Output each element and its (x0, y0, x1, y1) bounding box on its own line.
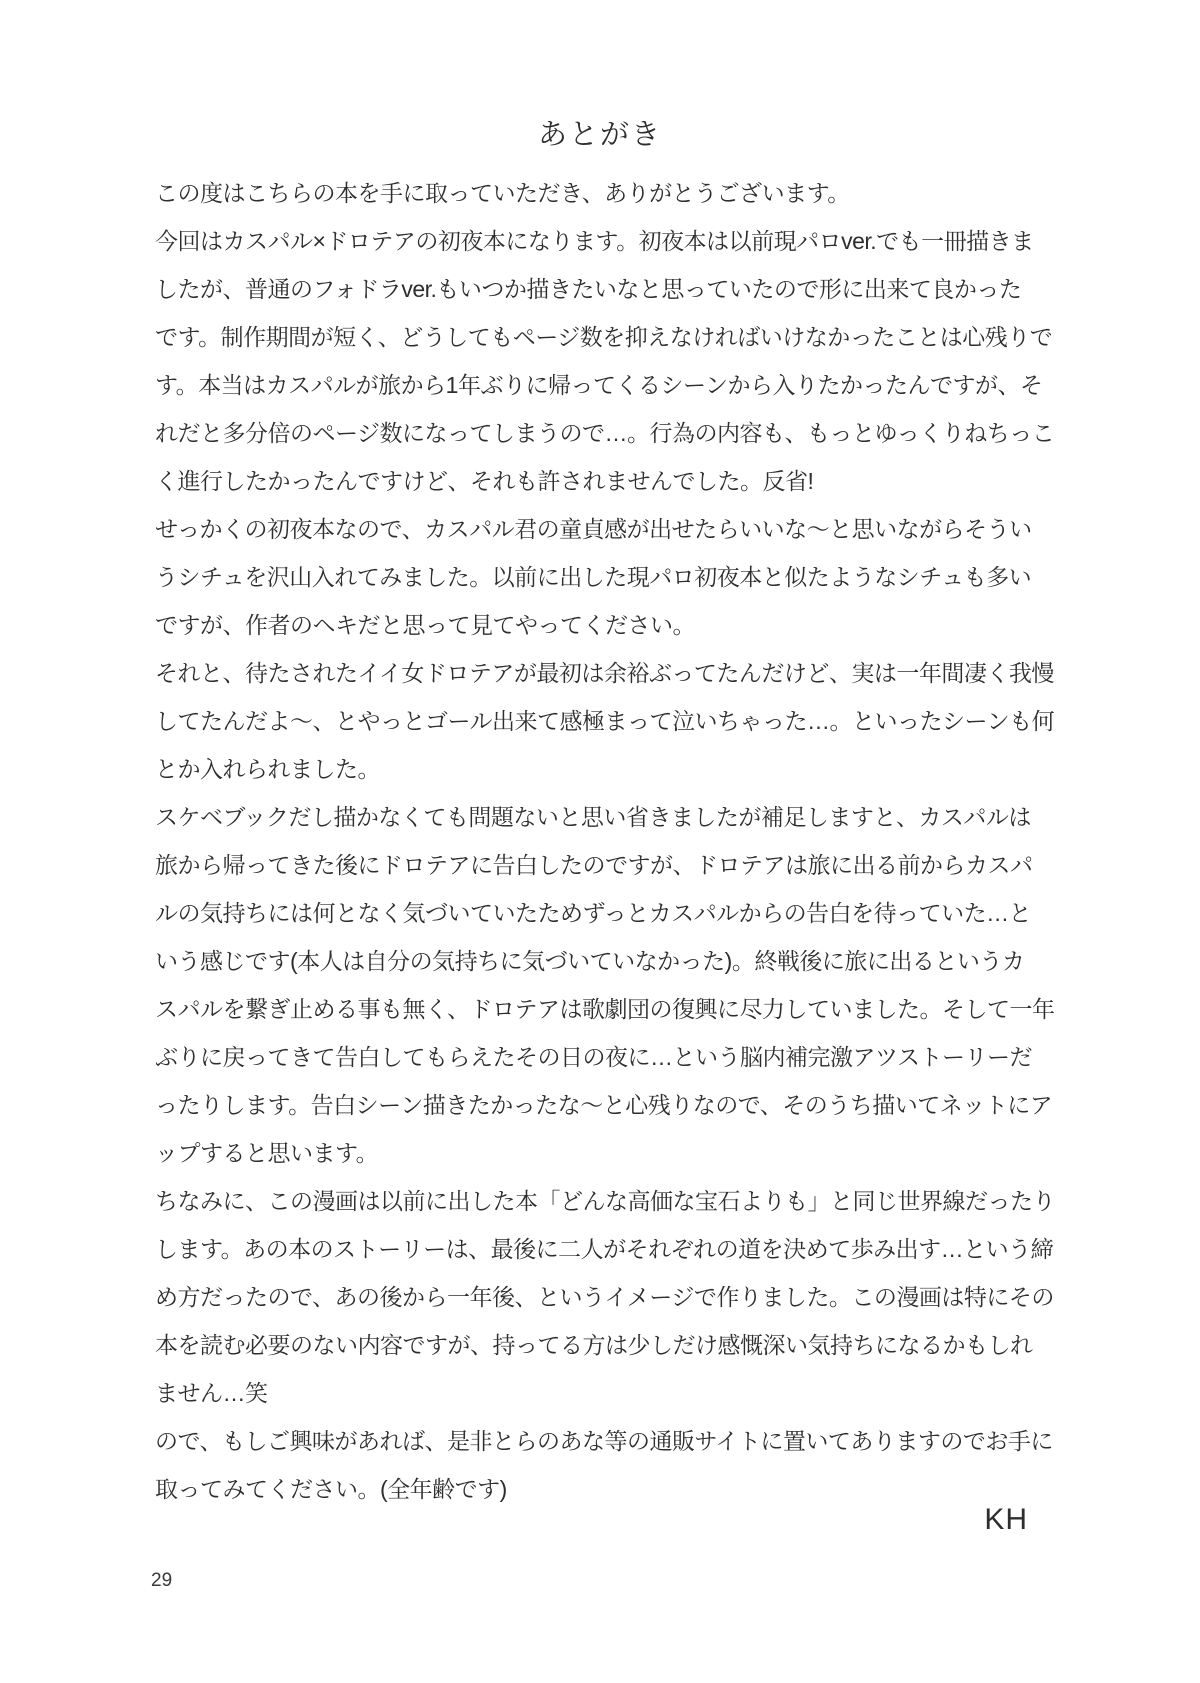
body-text-line: ぶりに戻ってきて告白してもらえたその日の夜に…という脳内補完激アツストーリーだ (155, 1044, 1033, 1070)
body-text-line: スパルを繋ぎ止める事も無く、ドロテアは歌劇団の復興に尽力していました。そして一年 (155, 996, 1055, 1022)
body-text-line: ですが、作者のヘキだと思って見てやってください。 (155, 612, 695, 638)
body-text-line: ので、もしご興味があれば、是非とらのあな等の通販サイトに置いてありますのでお手に (155, 1428, 1053, 1454)
body-text-line: ません…笑 (155, 1380, 268, 1406)
afterword-body (155, 169, 1055, 1513)
body-text-line: す。本当はカスパルが旅から1年ぶりに帰ってくるシーンから入りたかったんですが、そ (155, 372, 1043, 398)
body-text-line: ップすると思います。 (155, 1140, 379, 1166)
body-text-line: スケベブックだし描かなくても問題ないと思い省きましたが補足しますと、カスパルは (155, 804, 1031, 830)
body-text-line: この度はこちらの本を手に取っていただき、ありがとうございます。 (155, 180, 850, 206)
body-text-line: したが、普通のフォドラver.もいつか描きたいなと思っていたので形に出来て良かった (155, 276, 1022, 302)
body-text-line: 取ってみてください。(全年齢です) (155, 1476, 507, 1502)
body-text-line: それと、待たされたイイ女ドロテアが最初は余裕ぶってたんだけど、実は一年間凄く我慢 (155, 660, 1054, 686)
body-text-line: してたんだよ〜、とやっとゴール出来て感極まって泣いちゃった…。といったシーンも何 (155, 708, 1055, 734)
body-text-line: せっかくの初夜本なので、カスパル君の童貞感が出せたらいいな〜と思いながらそうい (155, 516, 1032, 542)
body-text-line: します。あの本のストーリーは、最後に二人がそれぞれの道を決めて歩み出す…という締 (155, 1236, 1054, 1262)
body-text-line: とか入れられました。 (155, 756, 380, 782)
body-text-line: ちなみに、この漫画は以前に出した本「どんな高価な宝石よりも」と同じ世界線だったり (155, 1188, 1055, 1214)
body-text-line: ったりします。告白シーン描きたかったな〜と心残りなので、そのうち描いてネットにア (155, 1092, 1053, 1118)
page-number: 29 (151, 1570, 173, 1591)
body-text-line: いう感じです(本人は自分の気持ちに気づいていなかった)。終戦後に旅に出るというカ (155, 948, 1025, 974)
page-title: あとがき (537, 119, 662, 151)
body-text-line: れだと多分倍のページ数になってしまうので…。行為の内容も、もっとゆっくりねちっこ (155, 420, 1055, 446)
body-text-line: うシチュを沢山入れてみました。以前に出した現パロ初夜本と似たようなシチュも多い (155, 564, 1032, 590)
body-text-line: め方だったので、あの後から一年後、というイメージで作りました。この漫画は特にその (155, 1284, 1054, 1310)
body-text-line: ルの気持ちには何となく気づいていたためずっとカスパルからの告白を待っていた…と (155, 900, 1032, 926)
body-text-line: 本を読む必要のない内容ですが、持ってる方は少しだけ感慨深い気持ちになるかもしれ (155, 1332, 1033, 1358)
author-signature: KH (984, 1503, 1028, 1536)
body-text-line: です。制作期間が短く、どうしてもページ数を抑えなければいけなかったことは心残りで (155, 324, 1053, 350)
body-text-line: く進行したかったんですけど、それも許されませんでした。反省! (155, 468, 814, 494)
body-text-line: 今回はカスパル×ドロテアの初夜本になります。初夜本は以前現パロver.でも一冊描きま (155, 228, 1034, 254)
body-text-line: 旅から帰ってきた後にドロテアに告白したのですが、ドロテアは旅に出る前からカスパ (155, 852, 1033, 878)
